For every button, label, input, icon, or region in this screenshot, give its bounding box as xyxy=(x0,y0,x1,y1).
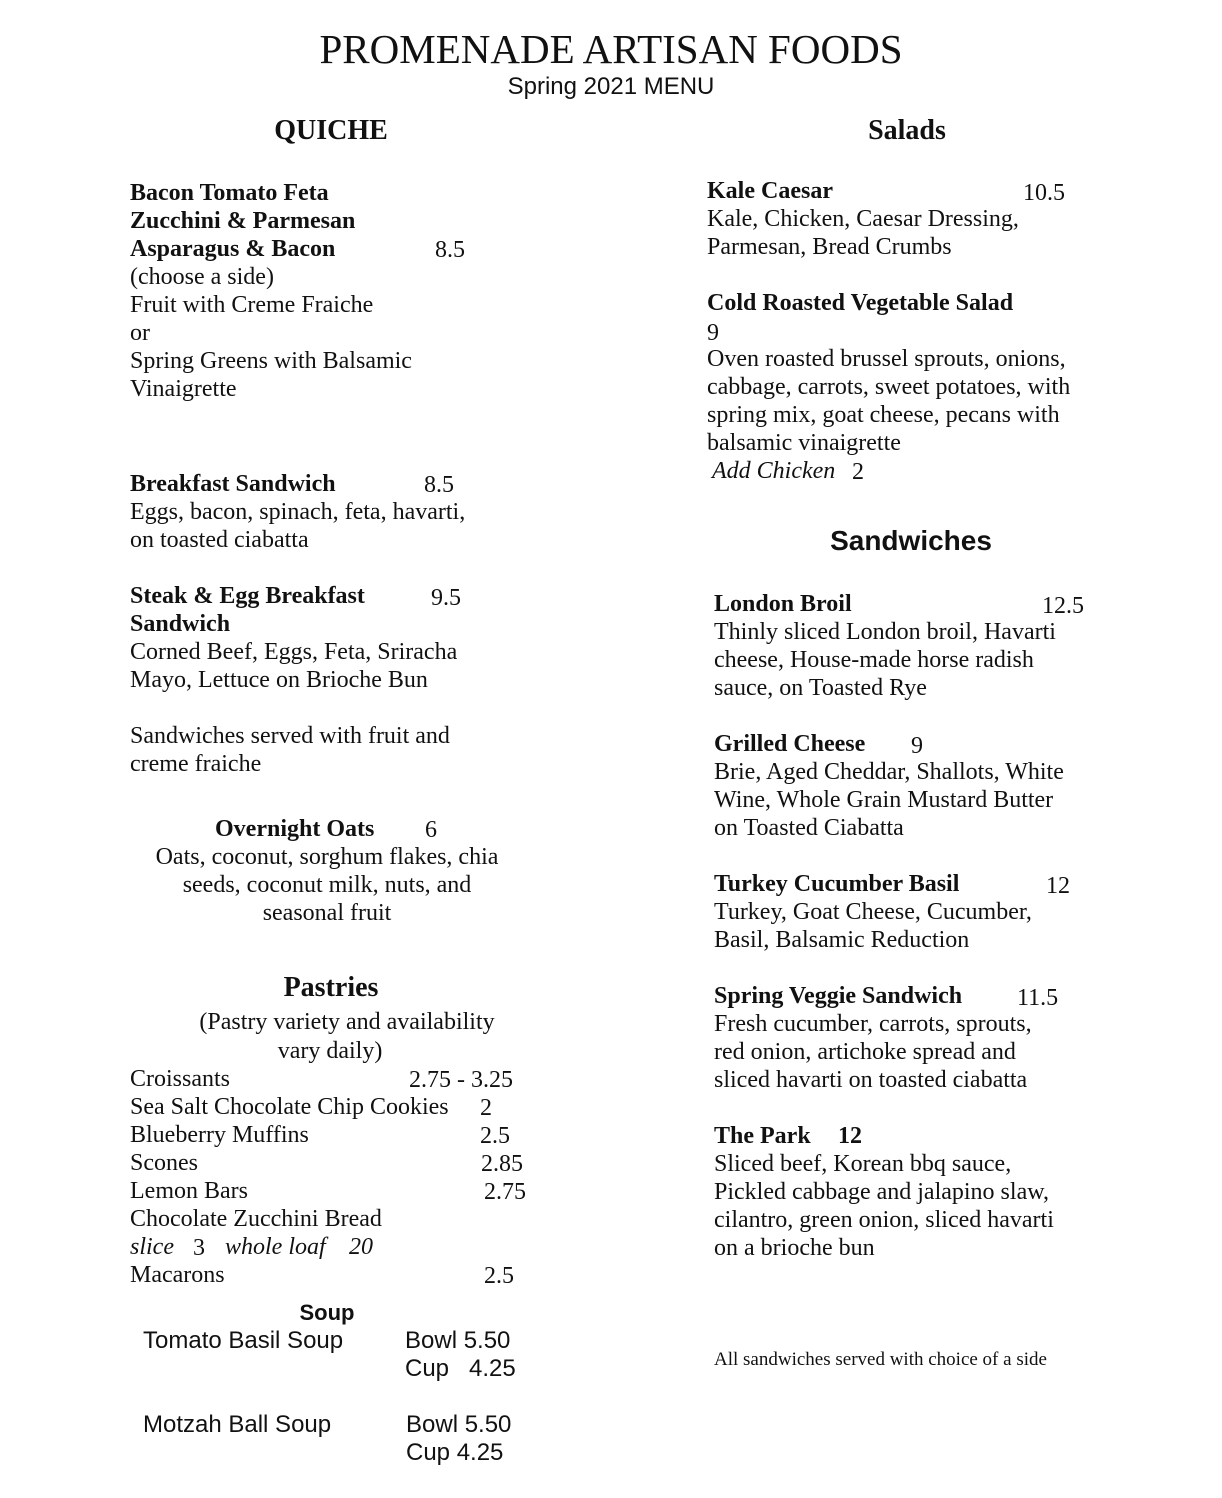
item-description: Corned Beef, Eggs, Feta, Sriracha xyxy=(130,639,458,665)
pastry-price: 2.75 xyxy=(484,1179,526,1205)
item-description: on a brioche bun xyxy=(714,1235,875,1261)
item-description: Pickled cabbage and jalapino slaw, xyxy=(714,1179,1049,1205)
soup-name: Motzah Ball Soup xyxy=(143,1411,332,1438)
pastry-price: 2 xyxy=(480,1095,492,1121)
item-description: red onion, artichoke spread and xyxy=(714,1039,1016,1065)
section-heading-quiche: QUICHE xyxy=(274,115,388,146)
quiche-flavor: Bacon Tomato Feta xyxy=(130,180,329,206)
soup-bowl-price: Bowl 5.50 xyxy=(405,1327,511,1354)
item-price: 12 xyxy=(838,1123,862,1149)
item-description: spring mix, goat cheese, pecans with xyxy=(707,402,1060,428)
bread-loaf-price: 20 xyxy=(349,1234,373,1260)
pastry-price: 2.5 xyxy=(480,1123,510,1149)
quiche-flavor: Zucchini & Parmesan xyxy=(130,208,356,234)
item-description: on toasted ciabatta xyxy=(130,527,309,553)
pastry-name: Chocolate Zucchini Bread xyxy=(130,1206,382,1232)
soup-cup-price: Cup 4.25 xyxy=(405,1355,516,1382)
item-description: Mayo, Lettuce on Brioche Bun xyxy=(130,667,428,693)
pastries-note: (Pastry variety and availability xyxy=(199,1009,495,1035)
item-description: cheese, House-made horse radish xyxy=(714,647,1034,673)
pastry-name: Blueberry Muffins xyxy=(130,1122,309,1148)
item-name: Sandwich xyxy=(130,611,231,637)
pastry-name: Lemon Bars xyxy=(130,1178,248,1204)
soup-name: Tomato Basil Soup xyxy=(143,1327,344,1354)
item-description: Thinly sliced London broil, Havarti xyxy=(714,619,1056,645)
item-name: Overnight Oats xyxy=(215,816,375,842)
sandwiches-footer-note: All sandwiches served with choice of a side xyxy=(714,1349,1047,1370)
item-description: seasonal fruit xyxy=(262,900,392,926)
page-subtitle: Spring 2021 MENU xyxy=(507,73,715,100)
pastry-name: Macarons xyxy=(130,1262,225,1288)
pastry-name: Sea Salt Chocolate Chip Cookies xyxy=(130,1094,449,1120)
pastry-name: Croissants xyxy=(130,1066,231,1092)
item-price: 9 xyxy=(707,320,719,346)
page-title: PROMENADE ARTISAN FOODS xyxy=(319,26,903,72)
item-description: Eggs, bacon, spinach, feta, havarti, xyxy=(130,499,466,525)
quiche-price: 8.5 xyxy=(435,237,465,263)
item-name: Steak & Egg Breakfast xyxy=(130,583,365,609)
quiche-side-option: Spring Greens with Balsamic xyxy=(130,348,412,374)
pastry-price: 2.5 xyxy=(484,1263,514,1289)
section-heading-pastries: Pastries xyxy=(283,972,379,1003)
quiche-side-option: Fruit with Creme Fraiche xyxy=(130,292,374,318)
quiche-side-or: or xyxy=(130,320,150,346)
item-name: Breakfast Sandwich xyxy=(130,471,336,497)
pastry-price: 2.85 xyxy=(481,1151,523,1177)
item-name: Cold Roasted Vegetable Salad xyxy=(707,290,1014,316)
item-name: Turkey Cucumber Basil xyxy=(714,871,960,897)
item-description: Oats, coconut, sorghum flakes, chia xyxy=(155,844,499,870)
pastry-price: 2.75 - 3.25 xyxy=(409,1067,513,1093)
note-text: Sandwiches served with fruit and xyxy=(130,723,450,749)
item-description: Kale, Chicken, Caesar Dressing, xyxy=(707,206,1019,232)
item-description: Parmesan, Bread Crumbs xyxy=(707,234,952,260)
section-heading-salads: Salads xyxy=(868,115,946,146)
pastries-note: vary daily) xyxy=(277,1038,383,1064)
item-description: Sliced beef, Korean bbq sauce, xyxy=(714,1151,1012,1177)
item-description: sauce, on Toasted Rye xyxy=(714,675,927,701)
item-description: Turkey, Goat Cheese, Cucumber, xyxy=(714,899,1032,925)
item-price: 8.5 xyxy=(424,472,454,498)
item-description: sliced havarti on toasted ciabatta xyxy=(714,1067,1028,1093)
item-name: London Broil xyxy=(714,591,852,617)
item-price: 12 xyxy=(1046,873,1070,899)
item-price: 11.5 xyxy=(1017,985,1059,1011)
item-price: 6 xyxy=(425,817,437,843)
item-price: 9.5 xyxy=(431,585,461,611)
pastry-name: Scones xyxy=(130,1150,198,1176)
item-description: Fresh cucumber, carrots, sprouts, xyxy=(714,1011,1032,1037)
item-name: Spring Veggie Sandwich xyxy=(714,983,963,1009)
item-price: 9 xyxy=(911,733,923,759)
addon-label: Add Chicken xyxy=(712,458,836,484)
soup-bowl-price: Bowl 5.50 xyxy=(406,1411,512,1438)
item-name: The Park xyxy=(714,1123,811,1149)
quiche-flavor: Asparagus & Bacon xyxy=(130,236,336,262)
item-description: Brie, Aged Cheddar, Shallots, White xyxy=(714,759,1064,785)
item-price: 10.5 xyxy=(1023,180,1065,206)
item-description: Oven roasted brussel sprouts, onions, xyxy=(707,346,1066,372)
item-description: Wine, Whole Grain Mustard Butter xyxy=(714,787,1054,813)
item-description: Basil, Balsamic Reduction xyxy=(714,927,970,953)
soup-cup-price: Cup 4.25 xyxy=(406,1439,504,1466)
section-heading-sandwiches: Sandwiches xyxy=(830,525,992,556)
section-heading-soup: Soup xyxy=(299,1300,355,1325)
addon-price: 2 xyxy=(852,459,864,485)
quiche-side-note: (choose a side) xyxy=(130,264,274,290)
note-text: creme fraiche xyxy=(130,751,262,777)
item-description: seeds, coconut milk, nuts, and xyxy=(182,872,472,898)
item-price: 12.5 xyxy=(1042,593,1084,619)
item-name: Grilled Cheese xyxy=(714,731,866,757)
bread-loaf-label: whole loaf xyxy=(225,1234,326,1260)
item-description: cabbage, carrots, sweet potatoes, with xyxy=(707,374,1071,400)
bread-slice-price: 3 xyxy=(193,1235,205,1261)
bread-slice-label: slice xyxy=(130,1234,174,1260)
quiche-side-option: Vinaigrette xyxy=(130,376,237,402)
item-description: balsamic vinaigrette xyxy=(707,430,901,456)
item-name: Kale Caesar xyxy=(707,178,833,204)
item-description: cilantro, green onion, sliced havarti xyxy=(714,1207,1054,1233)
item-description: on Toasted Ciabatta xyxy=(714,815,904,841)
